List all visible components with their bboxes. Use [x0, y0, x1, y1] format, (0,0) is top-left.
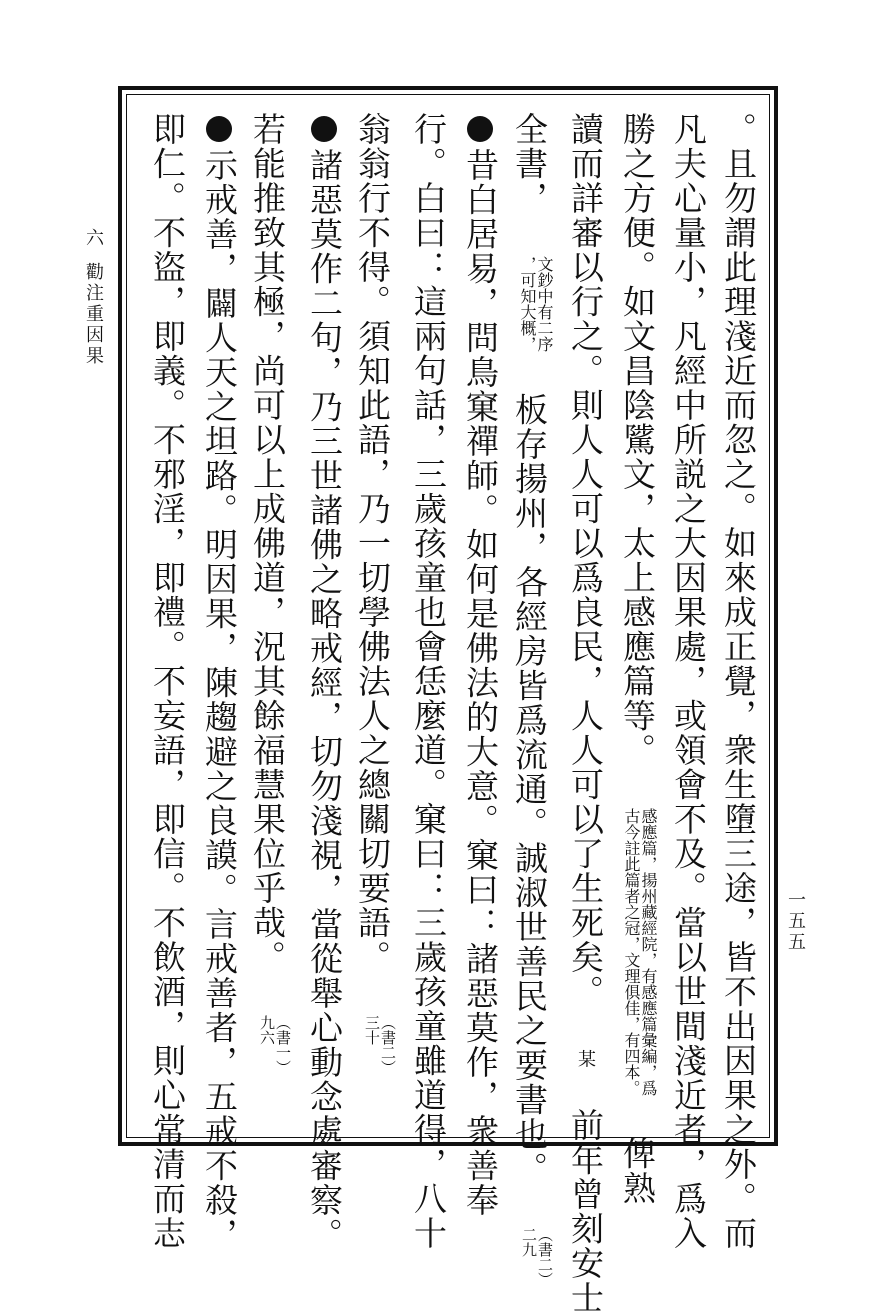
source-book: （書二）: [536, 1226, 554, 1287]
chapter-number: 六: [83, 228, 104, 249]
text-column-6: [460, 112, 500, 1218]
source-book: （書二）: [379, 1015, 397, 1075]
source-reference: [521, 1227, 553, 1287]
column-8-text: 翁翁行不得。須知此語，乃一切學佛法人之總關切要語。: [353, 112, 392, 975]
column-9-text: 諸惡莫作二句，乃三世諸佛之略戒經，切勿淺視，當從舉心動念處審察。: [305, 148, 344, 1252]
column-4-small: 某: [575, 1049, 596, 1068]
text-column-8: [353, 112, 397, 1122]
text-column-11: [199, 112, 239, 1252]
column-6-text: 昔白居易，問鳥窠禪師。如何是佛法的大意。窠曰：諸惡莫作，衆善奉: [461, 148, 500, 1218]
column-10-text: 若能推致其極，尚可以上成佛道，況其餘福慧果位乎哉。: [248, 112, 287, 975]
source-reference: [364, 1015, 396, 1075]
column-5-text-a: 全書，: [510, 112, 549, 216]
annotation-note: [519, 256, 553, 352]
text-column-2: 凡夫心量小，凡經中所説之大因果處，或領會不及。當以世間淺近者，爲入: [669, 112, 708, 1251]
annotation-note: [623, 808, 657, 1096]
text-column-9: [304, 112, 344, 1252]
page-number: 一五五: [785, 890, 806, 953]
annotation-line-1: 感應篇，揚州藏經院，有感應篇彙編，爲: [639, 808, 658, 1096]
source-reference: [259, 1015, 291, 1075]
annotation-line-2: 古今註此篇者之冠，文理俱佳，有四本。: [622, 808, 641, 1096]
text-column-1: 。且勿謂此理淺近而忽之。如來成正覺，衆生墮三途，皆不出因果之外。而: [719, 112, 758, 1251]
source-book: （書一）: [274, 1015, 292, 1075]
annotation-line-2: ，可知大概，: [518, 256, 537, 352]
column-4-text-b: 前年曾刻安士: [566, 1108, 605, 1315]
text-column-3: [617, 112, 658, 1206]
section-bullet-icon: [467, 116, 493, 142]
section-bullet-icon: [311, 116, 337, 142]
section-bullet-icon: [206, 116, 232, 142]
source-page: 九六: [258, 1015, 276, 1045]
text-column-12: 即仁。不盜，即義。不邪淫，即禮。不妄語，即信。不飲酒，則心常清而志: [148, 112, 187, 1251]
column-3-text-a: 勝之方便。如文昌陰騭文，太上感應篇等。: [618, 112, 657, 768]
chapter-title: 勸注重因果: [83, 262, 104, 367]
column-5-text-b: 板存揚州，各經房皆爲流通。誠淑世善民之要書也。: [510, 392, 549, 1186]
source-page: 三十: [363, 1015, 381, 1045]
text-column-4: [565, 112, 605, 1315]
column-3-text-b: 俾熟: [618, 1136, 657, 1206]
annotation-line-1: 文鈔中有二序: [535, 256, 554, 352]
text-column-5: [510, 112, 554, 1287]
column-4-text-a: 讀而詳審以行之。則人人可以爲良民，人人可以了生死矣。: [566, 112, 605, 1009]
text-column-10: [248, 112, 292, 1122]
text-column-7: 行。白曰：這兩句話，三歲孩童也會恁麼道。窠曰：三歲孩童雖道得，八十: [409, 112, 448, 1251]
source-page: 二九: [520, 1226, 538, 1257]
column-11-text: 示戒善，闢人天之坦路。明因果，陳趨避之良謨。言戒善者，五戒不殺，: [200, 148, 239, 1252]
